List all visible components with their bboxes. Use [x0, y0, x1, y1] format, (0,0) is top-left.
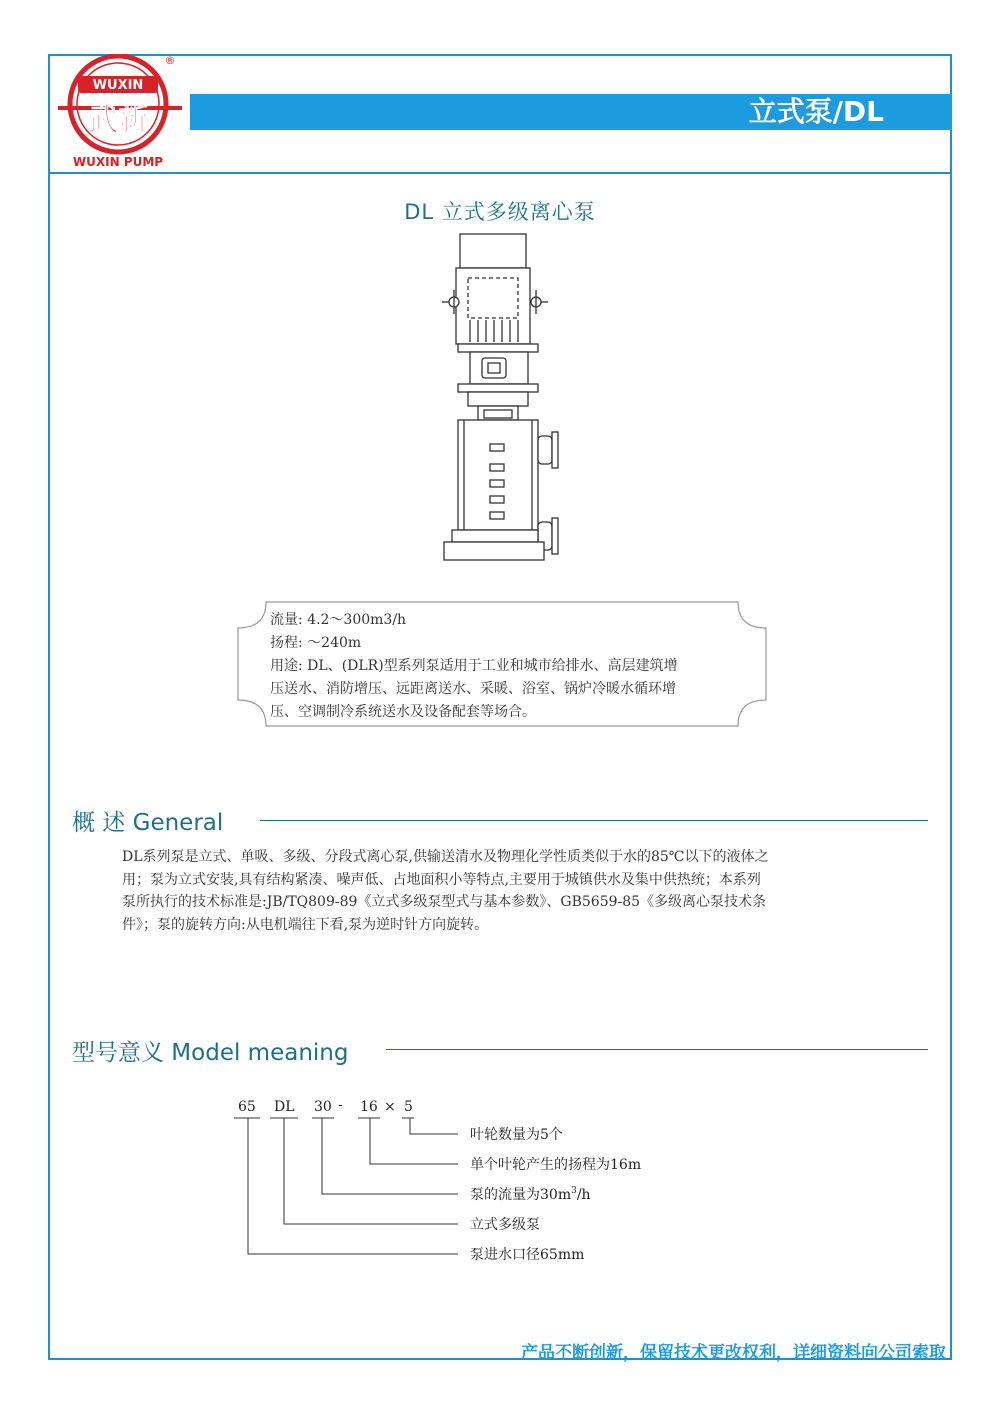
spec-usage-line-3: 压、空调制冷系统送水及设备配套等场合。 — [270, 704, 536, 720]
model-desc-head: 单个叶轮产生的扬程为16m — [470, 1157, 642, 1173]
spec-text — [270, 609, 760, 724]
model-heading-rule — [386, 1049, 928, 1050]
model-heading: 型号意义 Model meaning — [72, 1040, 349, 1066]
header-title: 立式泵/DL — [748, 95, 884, 128]
code-times: × — [384, 1099, 396, 1115]
general-line-1: DL系列泵是立式、单吸、多级、分段式离心泵,供输送清水及物理化学性质类似于水的85℃以下的液体之 — [122, 849, 769, 865]
pump-drawing — [440, 230, 570, 570]
spec-flow: 流量: 4.2～300m3/h — [270, 612, 407, 628]
footer-note: 产品不断创新，保留技术更改权利，详细资料向公司索取 — [521, 1343, 946, 1363]
general-heading-rule — [260, 820, 928, 821]
model-desc-inlet: 泵进水口径65mm — [470, 1247, 585, 1263]
general-body — [122, 846, 892, 936]
logo-bottom-text: WUXIN PUMP — [72, 155, 164, 169]
general-line-3: 泵所执行的技术标准是:JB/TQ809-89《立式多级泵型式与基本参数》、GB5659-85《多级离心泵技术条 — [122, 894, 767, 910]
spec-usage-line-2: 压送水、消防增压、远距离送水、采暖、浴室、锅炉冷暖水循环增 — [270, 681, 676, 697]
code-part-16: 16 — [360, 1099, 378, 1115]
logo-main-text: 武新 — [88, 103, 148, 138]
model-diagram — [230, 1092, 690, 1272]
model-desc-flow: 泵的流量为$30m^3/h$ — [470, 1186, 591, 1203]
general-line-4: 件》；泵的旋转方向:从电机端往下看,泵为逆时针方向旋转。 — [122, 916, 489, 933]
model-desc-type: 立式多级泵 — [470, 1217, 540, 1233]
brand-logo — [58, 54, 182, 170]
header-bar — [190, 94, 952, 130]
header-separator — [48, 172, 952, 174]
code-part-30: 30 — [314, 1099, 332, 1115]
code-dash: - — [338, 1097, 343, 1113]
product-title: DL 立式多级离心泵 — [404, 200, 596, 224]
spec-usage-line-1: 用途: DL、(DLR)型系列泵适用于工业和城市给排水、高层建筑增 — [270, 658, 678, 674]
code-part-65: 65 — [238, 1099, 256, 1115]
general-heading: 概 述 General — [72, 810, 224, 836]
registered-mark: ® — [164, 54, 176, 67]
code-part-dl: DL — [274, 1099, 295, 1115]
logo-top-text: WUXIN — [92, 78, 144, 93]
spec-head: 扬程: ～240m — [270, 635, 362, 651]
code-part-5: 5 — [404, 1099, 413, 1115]
general-line-2: 用；泵为立式安装,具有结构紧凑、噪声低、占地面积小等特点,主要用于城镇供水及集中供热统；本系列 — [122, 871, 761, 888]
model-desc-impellers: 叶轮数量为5个 — [470, 1127, 563, 1143]
